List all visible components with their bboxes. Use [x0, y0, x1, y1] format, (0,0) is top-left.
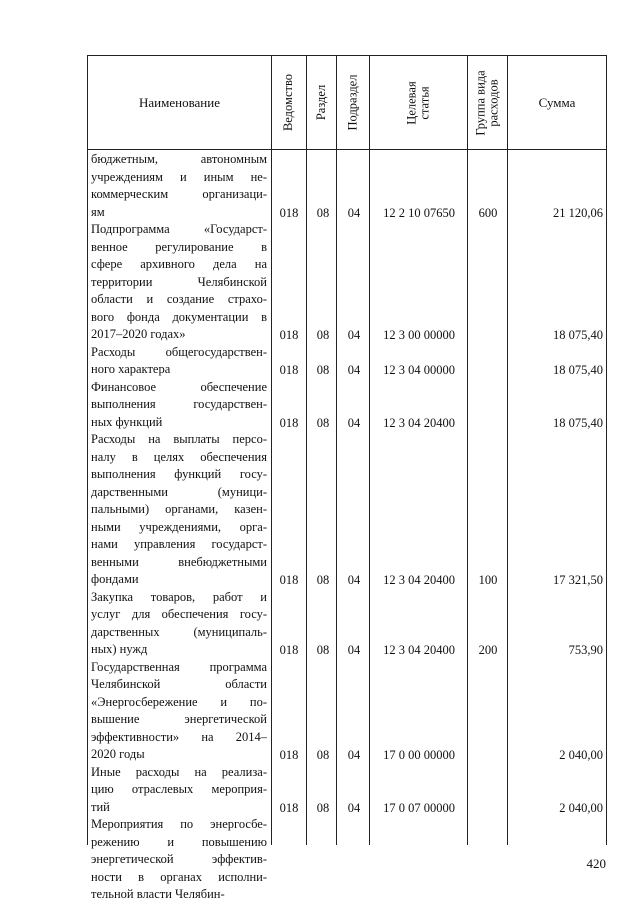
row-sum: 753,90 [568, 643, 603, 657]
row-podrazdel: 04 [347, 363, 361, 377]
row-name-line: Государственная программа [91, 659, 267, 674]
row-name [91, 659, 267, 764]
row-name-line: ям [91, 204, 105, 219]
row-name-line: ности в органах исполни- [91, 869, 267, 884]
row-name-line: Закупка товаров, работ и [91, 589, 267, 604]
header-vedomstvo-label: Ведомство [281, 73, 296, 132]
row-razdel: 08 [316, 573, 330, 587]
row-vedomstvo: 018 [279, 800, 299, 815]
col-border [87, 55, 88, 845]
row-name-line: ными учреждениями, орга- [91, 519, 267, 534]
header-target-article-label [406, 81, 432, 124]
header-expense-group-label [475, 70, 501, 135]
row-name-line: пальными) органами, казен- [91, 502, 267, 516]
row-name-line: ного характера [91, 362, 171, 376]
row-podrazdel: 04 [347, 328, 361, 342]
col-border [336, 55, 337, 845]
row-name-line: области и создание страхо- [91, 292, 267, 306]
row-vedomstvo: 018 [279, 205, 299, 220]
row-target-article: 17 0 07 00000 [383, 800, 455, 815]
header-gv-line2: расходов [486, 78, 501, 127]
row-name-line: дарственными (муници- [91, 484, 267, 499]
row-name-line: налу в целях обеспечения [91, 449, 267, 464]
row-name [91, 151, 267, 221]
row-name-line: услуг для обеспечения госу- [91, 607, 267, 621]
row-name-line: Подпрограмма «Государст- [91, 222, 267, 236]
row-target-article: 17 0 00 00000 [383, 748, 455, 762]
row-razdel: 08 [316, 643, 330, 657]
row-name-line: выполнения государствен- [91, 397, 267, 411]
row-vedomstvo: 018 [279, 363, 299, 377]
row-name-line: Расходы общегосударствен- [91, 344, 267, 359]
row-vedomstvo: 018 [279, 415, 299, 430]
header-gv-line1: Группа вида [473, 69, 488, 136]
row-name-line: эффективности» на 2014– [91, 729, 267, 744]
row-name-line: учреждениям и иным не- [91, 169, 267, 184]
row-name-line: сфере архивного дела на [91, 257, 267, 271]
row-name-line: режению и повышению [91, 834, 267, 849]
col-border [271, 55, 272, 845]
row-sum: 2 040,00 [559, 748, 603, 762]
row-podrazdel: 04 [347, 415, 361, 430]
row-name-line: выполнения функций госу- [91, 467, 267, 481]
row-name-line: дарственных (муниципаль- [91, 624, 267, 639]
row-razdel: 08 [316, 748, 330, 762]
header-bottom-border [87, 149, 607, 150]
row-vedomstvo: 018 [279, 643, 299, 657]
row-name-line: венными внебюджетными [91, 554, 267, 569]
row-name-line: Расходы на выплаты персо- [91, 432, 267, 446]
row-sum: 17 321,50 [553, 573, 603, 587]
col-border [306, 55, 307, 845]
row-name-line: Челябинской области [91, 677, 267, 691]
row-podrazdel: 04 [347, 573, 361, 587]
col-border [369, 55, 370, 845]
row-name-line: тельной власти Челябин- [91, 887, 225, 901]
row-name-line: 2017–2020 годах» [91, 327, 186, 341]
row-name [91, 764, 267, 817]
col-border [507, 55, 508, 845]
header-podrazdel [337, 56, 369, 149]
row-name-line: ных) нужд [91, 642, 148, 656]
header-expense-group [468, 56, 507, 149]
row-target-article: 12 3 04 20400 [383, 643, 455, 657]
row-razdel: 08 [316, 205, 330, 220]
col-border [467, 55, 468, 845]
header-target-article [370, 56, 467, 149]
row-vedomstvo: 018 [279, 748, 299, 762]
row-vedomstvo: 018 [279, 573, 299, 587]
row-name-line: вышение энергетической [91, 712, 267, 726]
row-sum: 21 120,06 [553, 205, 603, 220]
row-name-line: фондами [91, 572, 139, 586]
header-razdel-label: Раздел [314, 84, 329, 121]
row-name [91, 816, 267, 904]
row-name-line: Финансовое обеспечение [91, 379, 267, 394]
row-name-line: ных функций [91, 414, 163, 429]
row-name-line: цию отраслевых мероприя- [91, 782, 267, 796]
row-name-line: бюджетным, автономным [91, 152, 267, 166]
row-name-line: Иные расходы на реализа- [91, 764, 267, 779]
header-name-label: Наименование [139, 94, 220, 110]
row-expense-group: 600 [478, 205, 498, 220]
row-name-line: территории Челябинской [91, 274, 267, 289]
row-name [91, 379, 267, 432]
row-name-line: 2020 годы [91, 747, 145, 761]
row-target-article: 12 2 10 07650 [383, 205, 455, 220]
row-sum: 18 075,40 [553, 415, 603, 430]
row-name-line: вого фонда документации в [91, 309, 267, 324]
header-sum [508, 56, 606, 149]
row-name [91, 221, 267, 344]
row-target-article: 12 3 04 00000 [383, 363, 455, 377]
row-expense-group: 200 [478, 643, 498, 657]
row-podrazdel: 04 [347, 205, 361, 220]
row-name-line: Мероприятия по энергосбе- [91, 817, 267, 831]
row-sum: 2 040,00 [559, 800, 603, 815]
header-razdel [307, 56, 336, 149]
row-name-line: тий [91, 799, 110, 814]
row-name [91, 344, 267, 379]
row-podrazdel: 04 [347, 748, 361, 762]
col-border [606, 55, 607, 845]
row-name-line: «Энергосбережение и по- [91, 694, 267, 709]
row-sum: 18 075,40 [553, 363, 603, 377]
header-sum-label: Сумма [538, 94, 576, 110]
row-razdel: 08 [316, 415, 330, 430]
row-name-line: коммерческим организаци- [91, 187, 267, 201]
row-razdel: 08 [316, 800, 330, 815]
row-name-line: энергетической эффектив- [91, 852, 267, 866]
row-expense-group: 100 [478, 573, 498, 587]
row-name [91, 589, 267, 659]
header-podrazdel-label: Подраздел [345, 74, 360, 131]
row-target-article: 12 3 04 20400 [383, 573, 455, 587]
header-cs-line2: статья [417, 85, 432, 120]
row-name [91, 431, 267, 589]
header-name [88, 56, 271, 149]
row-name-line: нами управления государст- [91, 537, 267, 551]
row-razdel: 08 [316, 328, 330, 342]
row-sum: 18 075,40 [553, 328, 603, 342]
page-number: 420 [586, 856, 606, 871]
row-vedomstvo: 018 [279, 328, 299, 342]
row-razdel: 08 [316, 363, 330, 377]
row-podrazdel: 04 [347, 643, 361, 657]
header-vedomstvo [272, 56, 306, 149]
row-podrazdel: 04 [347, 800, 361, 815]
row-target-article: 12 3 04 20400 [383, 415, 455, 430]
row-target-article: 12 3 00 00000 [383, 328, 455, 342]
budget-table [87, 55, 607, 901]
header-cs-line1: Целевая [404, 80, 419, 125]
row-name-line: венное регулирование в [91, 239, 267, 254]
